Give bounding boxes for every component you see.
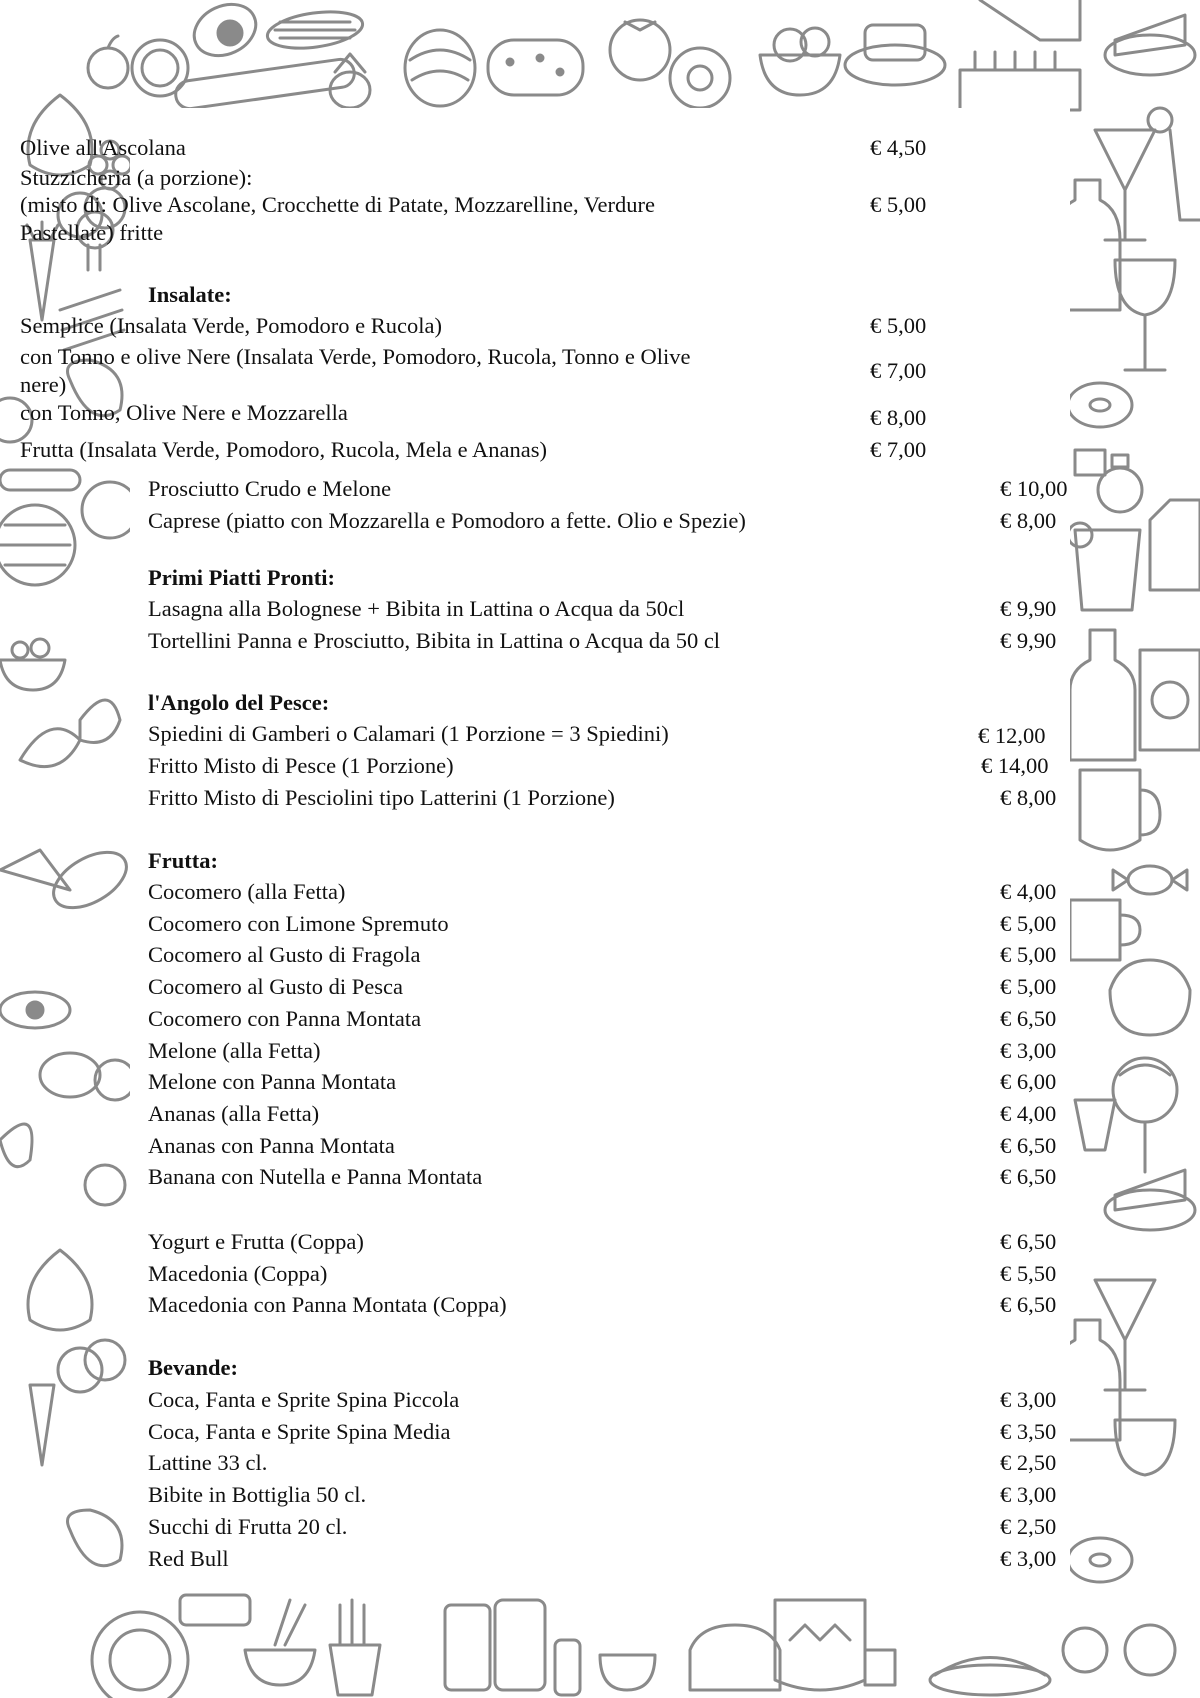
cake-slice-icon <box>1105 15 1195 75</box>
fried-egg-icon <box>0 992 70 1028</box>
teacup-icon <box>600 1655 655 1690</box>
coffee-pot-icon <box>1080 770 1160 850</box>
wine-glass-icon <box>1115 260 1175 370</box>
item-price: € 3,00 <box>1000 1482 1057 1508</box>
jar-icon <box>445 1600 545 1690</box>
item-name: con Tonno e olive Nere (Insalata Verde, Pomodoro, Rucola, Tonno e Olive nere) <box>20 344 691 397</box>
item-name: Coca, Fanta e Sprite Spina Piccola <box>148 1387 460 1412</box>
item-name: Spiedini di Gamberi o Calamari (1 Porzione = 3 Spiedini) <box>148 721 669 746</box>
wine-glass-lower-icon <box>1115 1420 1175 1475</box>
item-name: Bibite in Bottiglia 50 cl. <box>148 1482 367 1508</box>
item-name: Fritto Misto di Pesce (1 Porzione) <box>148 753 454 778</box>
coffee-cup-icon <box>1140 650 1200 750</box>
sandwich-icon <box>1075 450 1105 475</box>
item-price: € 8,00 <box>1000 785 1057 810</box>
tea-bag-icon <box>865 1650 895 1685</box>
item-price: € 6,50 <box>1000 1292 1057 1318</box>
item-name: Prosciutto Crudo e Melone <box>148 476 392 501</box>
cabbage-lower-icon <box>68 1510 123 1566</box>
grill-icon <box>0 505 75 585</box>
onion-lower-icon <box>28 1250 92 1330</box>
sausage-roll-icon <box>44 841 135 919</box>
perfume-lower-icon <box>1125 1625 1175 1675</box>
item-name: Caprese (piatto con Mozzarella e Pomodoro a fette. Olio e Spezie) <box>148 508 746 533</box>
patterned-cup-icon <box>775 1600 865 1690</box>
baguette-icon <box>20 700 120 767</box>
tall-glass-icon <box>1170 130 1200 220</box>
cupcake-icon <box>845 25 945 85</box>
item-name: (misto di: Olive Ascolane, Crocchette di Patate, Mozzarelline, Verdure Pastellate) fritte <box>20 192 656 245</box>
item-price: € 3,00 <box>1000 1387 1057 1412</box>
item-price: € 5,00 <box>1000 974 1057 1000</box>
section-heading-pesce: l'Angolo del Pesce: <box>148 690 330 715</box>
item-price: € 4,00 <box>1000 879 1057 904</box>
item-price: € 10,00 <box>1000 476 1068 501</box>
item-name: Cocomero con Limone Spremuto <box>148 910 449 936</box>
ice-cream-bowl-icon <box>760 28 840 95</box>
sausage-icon <box>174 58 356 111</box>
leaf-icon <box>0 1124 32 1167</box>
item-name: Red Bull <box>148 1545 229 1571</box>
item-price: € 6,50 <box>1000 1132 1057 1158</box>
item-price: € 5,00 <box>870 192 927 217</box>
item-price: € 9,90 <box>1000 596 1057 621</box>
teapot-icon <box>1110 960 1190 1035</box>
donut-lower-icon <box>1068 1538 1132 1582</box>
section-heading-bevande: Bevande: <box>148 1355 238 1380</box>
kettle-icon <box>690 1625 780 1690</box>
fries-icon <box>330 1600 380 1695</box>
noodle-bowl-icon <box>245 1600 315 1685</box>
item-name: Olive all'Ascolana <box>20 135 186 160</box>
item-price: € 6,50 <box>1000 1229 1057 1254</box>
cake-icon <box>960 0 1080 110</box>
item-name: Cocomero al Gusto di Fragola <box>148 942 421 968</box>
item-price: € 9,90 <box>1000 628 1057 653</box>
item-price: € 8,00 <box>1000 508 1057 533</box>
item-price: € 7,00 <box>870 437 927 462</box>
potato-icon <box>40 1053 100 1097</box>
pasta-plate-icon <box>92 1612 188 1698</box>
item-name: Melone con Panna Montata <box>148 1069 397 1095</box>
milk-carton-icon <box>1150 500 1200 590</box>
item-name: Lasagna alla Bolognese + Bibita in Lattina o Acqua da 50cl <box>148 596 685 621</box>
baby-bottle-icon <box>555 1640 580 1695</box>
item-price: € 3,00 <box>1000 1545 1057 1571</box>
artichoke-icon <box>405 30 475 106</box>
item-price: € 5,50 <box>1000 1260 1057 1286</box>
lollipop-icon <box>1113 1058 1177 1172</box>
corn-icon <box>265 6 365 53</box>
item-price: € 3,00 <box>1000 1037 1057 1063</box>
cocktail-icon <box>1095 108 1172 240</box>
cake-slice-lower-icon <box>1105 1170 1195 1230</box>
item-name: Ananas (alla Fetta) <box>148 1100 320 1126</box>
whisky-bottle-icon <box>1070 630 1135 760</box>
item-name: Macedonia (Coppa) <box>148 1260 328 1286</box>
pie-icon <box>930 1658 1050 1696</box>
item-price: € 7,00 <box>870 358 927 383</box>
kiwi-icon <box>670 48 730 108</box>
item-name: Ananas con Panna Montata <box>148 1132 395 1158</box>
kiwi-slice-icon <box>95 1060 135 1100</box>
apple-icon <box>88 36 128 88</box>
avocado-icon <box>186 0 264 65</box>
rolling-pin-icon <box>0 470 80 490</box>
item-price: € 5,00 <box>1000 942 1057 968</box>
item-price: € 6,50 <box>1000 1164 1057 1190</box>
item-price: € 4,50 <box>870 135 927 160</box>
item-name: Melone (alla Fetta) <box>148 1037 321 1063</box>
item-price: € 4,00 <box>1000 1100 1057 1126</box>
item-price: € 3,50 <box>1000 1418 1057 1444</box>
cheese-icon <box>0 850 70 890</box>
bread-tin-icon <box>180 1595 250 1625</box>
item-name: Semplice (Insalata Verde, Pomodoro e Rucola) <box>20 313 442 338</box>
mug-icon <box>1070 900 1140 960</box>
item-name: Fritto Misto di Pesciolini tipo Latterini (1 Porzione) <box>148 785 615 810</box>
section-heading-insalate: Insalate: <box>148 282 232 307</box>
item-name: Cocomero con Panna Montata <box>148 1005 422 1031</box>
item-price: € 6,00 <box>1000 1069 1057 1095</box>
item-name: Coca, Fanta e Sprite Spina Media <box>148 1418 451 1444</box>
item-price: € 2,50 <box>1000 1450 1057 1476</box>
item-name: Cocomero al Gusto di Pesca <box>148 974 403 1000</box>
item-name: Tortellini Panna e Prosciutto, Bibita in Lattina o Acqua da 50 cl <box>148 628 721 653</box>
item-price: € 12,00 <box>978 723 1046 748</box>
tomato-icon <box>610 20 670 80</box>
section-heading-primi: Primi Piatti Pronti: <box>148 565 336 590</box>
salad-bowl-icon <box>0 639 65 690</box>
item-price: € 6,50 <box>1000 1005 1057 1031</box>
broccoli-lower-icon <box>58 1340 125 1392</box>
item-price: € 8,00 <box>870 405 927 430</box>
item-name: Lattine 33 cl. <box>148 1450 268 1476</box>
lemonade-glass-icon <box>1068 523 1140 610</box>
bread-icon <box>488 40 583 95</box>
item-name: Macedonia con Panna Montata (Coppa) <box>148 1292 507 1318</box>
item-name: Stuzzicheria (a porzione): <box>20 165 253 190</box>
item-price: € 5,00 <box>1000 910 1057 936</box>
item-name: Banana con Nutella e Panna Montata <box>148 1164 483 1190</box>
item-price: € 14,00 <box>981 753 1049 778</box>
item-name: con Tonno, Olive Nere e Mozzarella <box>20 400 348 425</box>
candy-icon <box>1113 866 1187 894</box>
section-heading-frutta: Frutta: <box>148 848 218 873</box>
item-price: € 2,50 <box>1000 1513 1057 1539</box>
item-price: € 5,00 <box>870 313 927 338</box>
item-name: Succhi di Frutta 20 cl. <box>148 1513 348 1539</box>
cocktail-lower-icon <box>1095 1280 1155 1390</box>
apple-left-icon <box>85 1165 125 1205</box>
item-name: Yogurt e Frutta (Coppa) <box>148 1229 364 1254</box>
orange-slice-icon <box>132 40 188 96</box>
carrot-lower-icon <box>30 1385 54 1465</box>
item-name: Frutta (Insalata Verde, Pomodoro, Rucola, Mela e Ananas) <box>20 437 547 462</box>
biscuit-icon <box>1063 1628 1107 1672</box>
item-name: Cocomero (alla Fetta) <box>148 879 346 904</box>
sundae-icon <box>1075 1100 1115 1150</box>
donut-icon <box>1068 383 1132 427</box>
